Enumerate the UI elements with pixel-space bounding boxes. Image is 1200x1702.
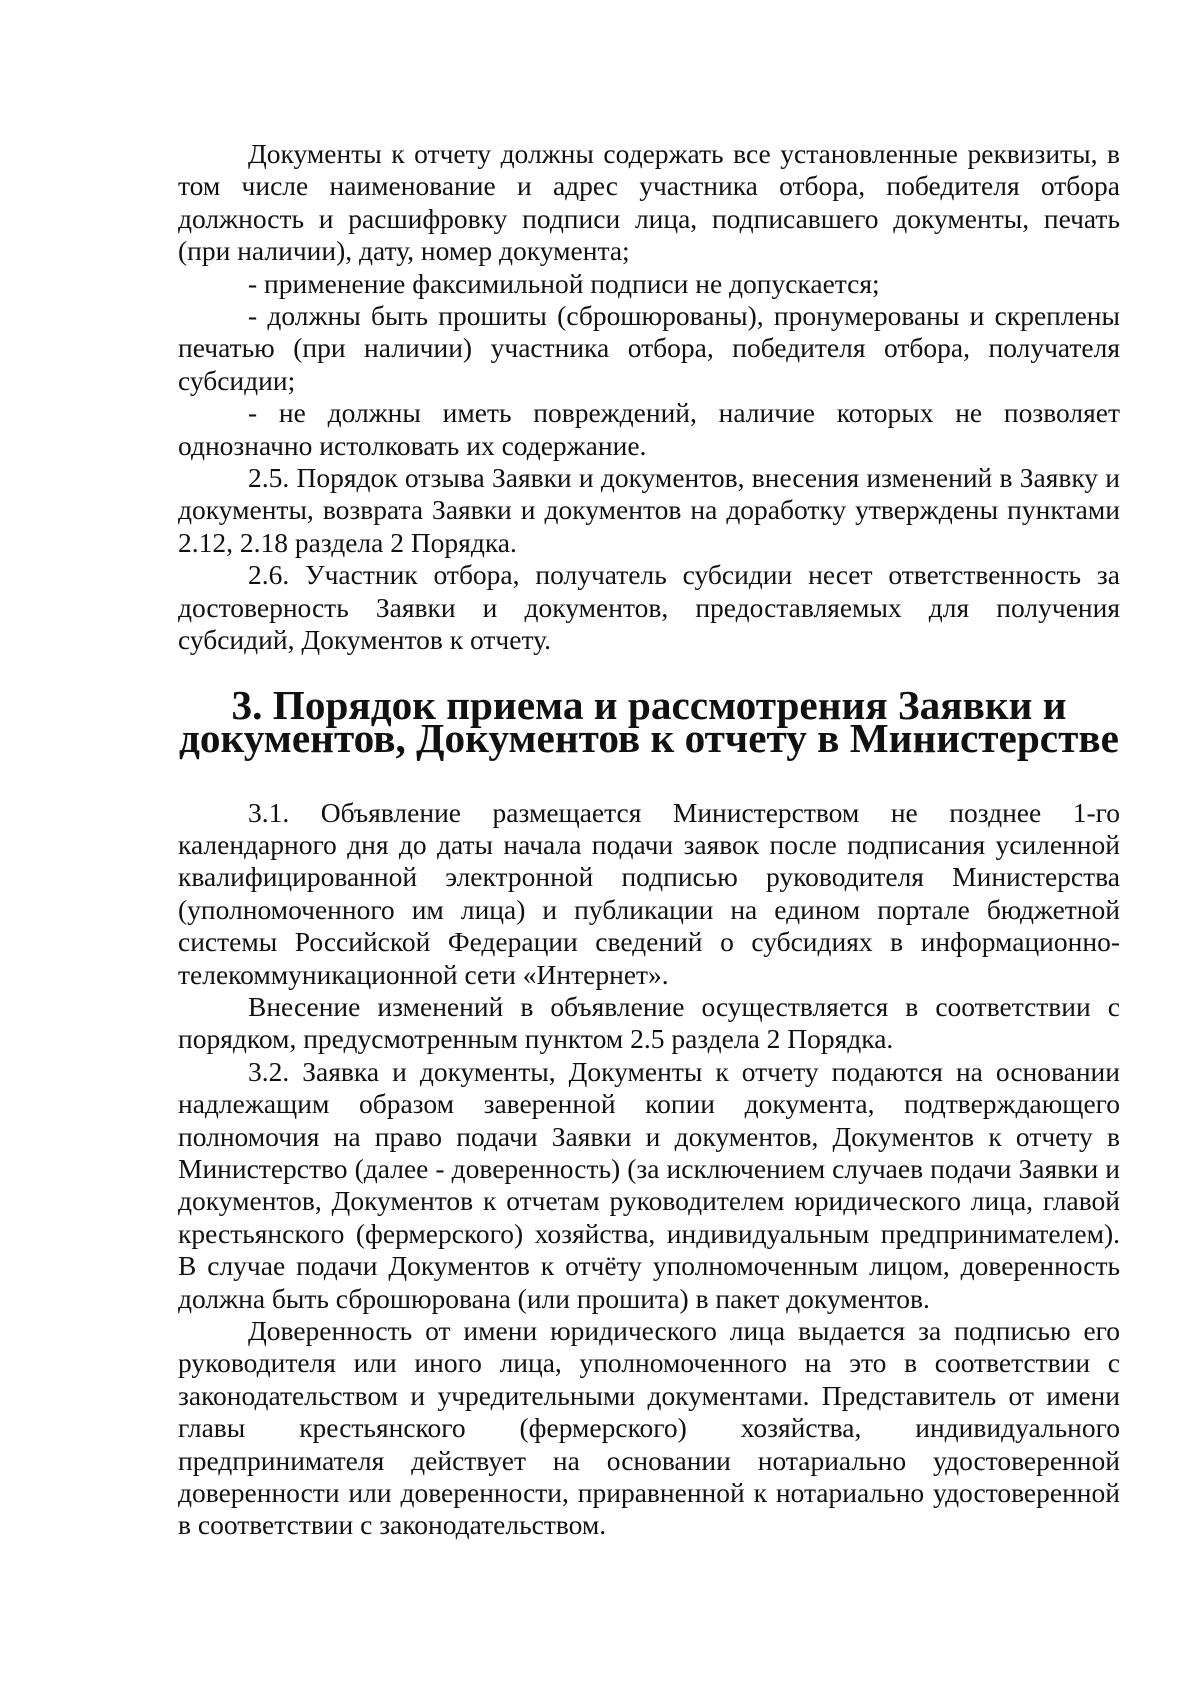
section-3-heading: 3. Порядок приема и рассмотрения Заявки и документов, Документов к отчету в Министерстве bbox=[179, 681, 1119, 761]
paragraph-announcement-changes: Внесение изменений в объявление осуществляется в соответствии с порядком, предусмотренным пунктом 2.5 раздела 2 Порядка. bbox=[178, 990, 1120, 1055]
paragraph-power-of-attorney: Доверенность от имени юридического лица выдается за подписью его руководителя или иного лица, уполномоченного на это в соответствии с законодательством и учредительными документами. Представитель от имени главы крестьянского (фермерского) хозяйства, индивидуального предпринимателя действует на основании нотариально удостоверенной доверенности или доверенности, приравненной к нотариально удостоверенной в соответствии с законодательством. bbox=[178, 1315, 1120, 1541]
paragraph-report-requisites: Документы к отчету должны содержать все установленные реквизиты, в том числе наименование и адрес участника отбора, победителя отбора должность и расшифровку подписи лица, подписавшего документы, печать (при наличии), дату, номер документа; bbox=[178, 138, 1120, 267]
paragraph-3-1: 3.1. Объявление размещается Министерством не позднее 1-го календарного дня до даты начала подачи заявок после подписания усиленной квалифицированной электронной подписью руководителя Министерства (уполномоченного им лица) и публикации на едином портале бюджетной системы Российской Федерации сведений о субсидиях в информационно-телекоммуникационной сети «Интернет». bbox=[178, 796, 1120, 990]
paragraph-no-damage: - не должны иметь повреждений, наличие которых не позволяет однозначно истолковать их содержание. bbox=[178, 397, 1120, 461]
paragraph-2-5: 2.5. Порядок отзыва Заявки и документов, внесения изменений в Заявку и документы, возврата Заявки и документов на доработку утверждены пунктами 2.12, 2.18 раздела 2 Порядка. bbox=[178, 462, 1120, 558]
paragraph-3-2: 3.2. Заявка и документы, Документы к отчету подаются на основании надлежащим образом заверенной копии документа, подтверждающего полномочия на право подачи Заявки и документов, Документов к отчету в Министерство (далее - доверенность) (за исключением случаев подачи Заявки и документов, Документов к отчетам руководителем юридического лица, главой крестьянского (фермерского) хозяйства, индивидуальным предпринимателем). В случае подачи Документов к отчёту уполномоченным лицом, доверенность должна быть сброшюрована (или прошита) в пакет документов. bbox=[178, 1055, 1120, 1314]
paragraph-bound-numbered: - должны быть прошиты (сброшюрованы), пронумерованы и скреплены печатью (при наличии) участника отбора, победителя отбора, получателя субсидии; bbox=[178, 300, 1120, 396]
paragraph-2-6: 2.6. Участник отбора, получатель субсидии несет ответственность за достоверность Заявки и документов, предоставляемых для получения субсидий, Документов к отчету. bbox=[178, 559, 1120, 656]
paragraph-facsimile: - применение факсимильной подписи не допускается; bbox=[248, 267, 880, 299]
document-page bbox=[178, 138, 1120, 1542]
